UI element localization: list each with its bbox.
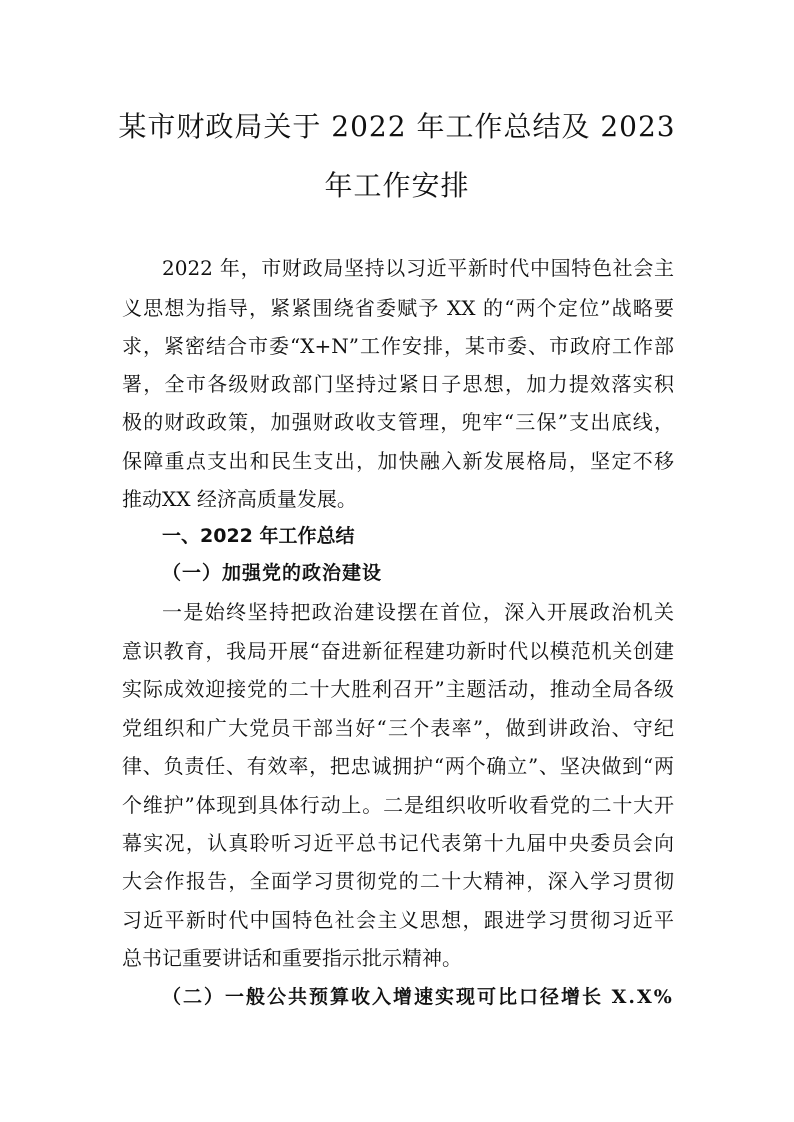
intro-line: 署，全市各级财政部门坚持过紧日子思想，加力提效落实积 — [122, 372, 674, 396]
body-line: 个维护”体现到具体行动上。二是组织收听收看党的二十大开 — [122, 793, 674, 817]
body-line: 意识教育，我局开展“奋进新征程建功新时代以模范机关创建 — [122, 639, 674, 663]
body-line: 党组织和广大党员干部当好“三个表率”，做到讲政治、守纪 — [122, 716, 674, 740]
document-title-line-1: 某市财政局关于 2022 年工作总结及 2023 — [118, 110, 676, 143]
body-line: 总书记重要讲话和重要指示批示精神。 — [122, 946, 462, 970]
section-heading-1: 一、2022 年工作总结 — [162, 525, 355, 547]
body-line: 律、负责任、有效率，把忠诚拥护“两个确立”、坚决做到“两 — [122, 754, 674, 778]
body-line: 一是始终坚持把政治建设摆在首位，深入开展政治机关 — [162, 600, 674, 624]
intro-line: 求，紧密结合市委“X+N”工作安排，某市委、市政府工作部 — [122, 334, 674, 358]
intro-line: 义思想为指导，紧紧围绕省委赋予 XX 的“两个定位”战略要 — [122, 296, 674, 320]
subsection-heading-2: （二）一般公共预算收入增速实现可比口径增长 X.X% — [162, 986, 674, 1008]
body-line: 幕实况，认真聆听习近平总书记代表第十九届中央委员会向 — [122, 831, 674, 855]
body-line: 大会作报告，全面学习贯彻党的二十大精神，深入学习贯彻 — [122, 869, 674, 893]
intro-line: 推动XX 经济高质量发展。 — [122, 487, 357, 511]
intro-line: 极的财政政策，加强财政收支管理，兜牢“三保”支出底线， — [122, 410, 674, 434]
document-title-line-2: 年工作安排 — [324, 169, 470, 202]
subsection-heading-1: （一）加强党的政治建设 — [162, 562, 383, 584]
body-line: 实际成效迎接党的二十大胜利召开”主题活动，推动全局各级 — [122, 677, 674, 701]
intro-line: 保障重点支出和民生支出，加快融入新发展格局，坚定不移 — [122, 449, 674, 473]
intro-line: 2022 年，市财政局坚持以习近平新时代中国特色社会主 — [162, 256, 674, 280]
body-line: 习近平新时代中国特色社会主义思想，跟进学习贯彻习近平 — [122, 908, 674, 932]
